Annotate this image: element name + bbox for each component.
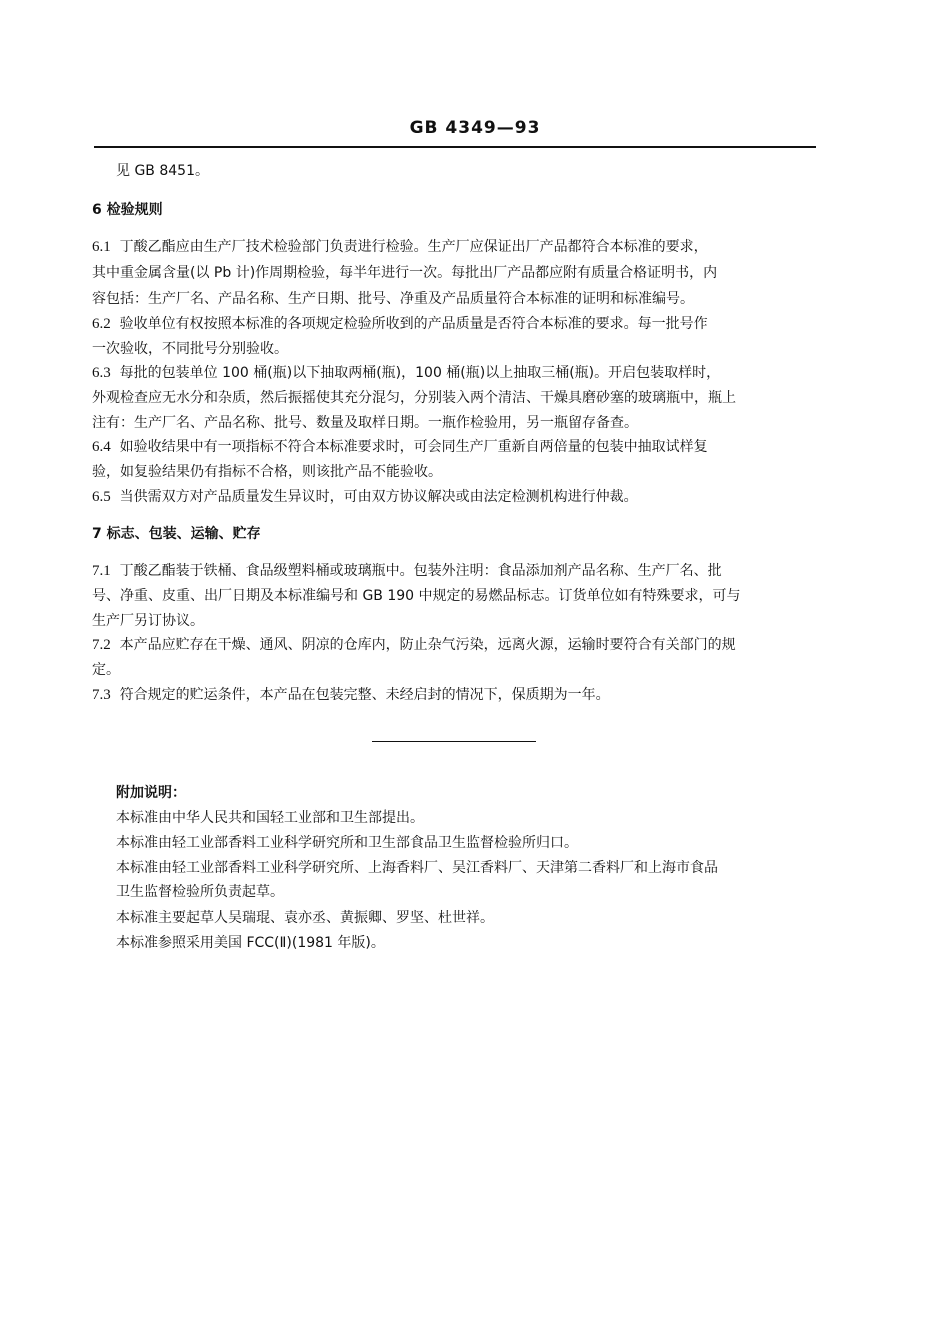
clause-7-2-line-2: 定。 [92, 662, 120, 678]
clause-number: 6.4 [92, 439, 111, 455]
clause-number: 6.2 [92, 316, 111, 332]
clause-6-3-line-2: 外观检查应无水分和杂质，然后振摇使其充分混匀，分别装入两个清洁、干燥具磨砂塞的玻璃瓶中，瓶上 [92, 390, 736, 406]
clause-6-1-line-3: 容包括：生产厂名、产品名称、生产日期、批号、净重及产品质量符合本标准的证明和标准编号。 [92, 291, 694, 307]
appendix-heading: 附加说明： [116, 785, 186, 801]
clause-6-2-line-1: 6.2 验收单位有权按照本标准的各项规定检验所收到的产品质量是否符合本标准的要求。每一批号作 [92, 316, 708, 332]
clause-7-1-line-3: 生产厂另订协议。 [92, 613, 204, 629]
clause-7-2-line-1: 7.2 本产品应贮存在干燥、通风、阴凉的仓库内，防止杂气污染，远离火源，运输时要符合有关部门的规 [92, 637, 736, 653]
intro-line: 见 GB 8451。 [116, 163, 209, 179]
header-rule [94, 146, 816, 148]
appendix-line-6: 本标准参照采用美国 FCC(Ⅱ)(1981 年版)。 [116, 935, 385, 951]
clause-6-4-line-1: 6.4 如验收结果中有一项指标不符合本标准要求时，可会同生产厂重新自两倍量的包装中抽取试样复 [92, 439, 708, 455]
clause-6-2-line-2: 一次验收，不同批号分别验收。 [92, 341, 288, 357]
appendix-line-2: 本标准由轻工业部香料工业科学研究所和卫生部食品卫生监督检验所归口。 [116, 835, 578, 851]
clause-6-4-line-2: 验，如复验结果仍有指标不合格，则该批产品不能验收。 [92, 464, 442, 480]
separator-rule [372, 741, 536, 742]
clause-7-1-line-2: 号、净重、皮重、出厂日期及本标准编号和 GB 190 中规定的易燃品标志。订货单位如有特殊要求，可与 [92, 588, 741, 604]
page-header: GB 4349—93 [409, 118, 541, 138]
clause-number: 6.1 [92, 239, 111, 255]
clause-7-1-line-1: 7.1 丁酸乙酯装于铁桶、食品级塑料桶或玻璃瓶中。包装外注明：食品添加剂产品名称、生产厂名、批 [92, 563, 722, 579]
section-6-heading: 6 检验规则 [92, 202, 163, 218]
clause-6-5-line-1: 6.5 当供需双方对产品质量发生异议时，可由双方协议解决或由法定检测机构进行仲裁。 [92, 489, 638, 505]
clause-7-3-line-1: 7.3 符合规定的贮运条件，本产品在包装完整、未经启封的情况下，保质期为一年。 [92, 687, 610, 703]
clause-number: 6.5 [92, 489, 111, 505]
clause-6-1-line-1: 6.1 丁酸乙酯应由生产厂技术检验部门负责进行检验。生产厂应保证出厂产品都符合本标准的要求， [92, 239, 708, 255]
clause-number: 7.1 [92, 563, 111, 579]
clause-number: 7.2 [92, 637, 111, 653]
clause-number: 7.3 [92, 687, 111, 703]
appendix-line-4: 卫生监督检验所负责起草。 [116, 884, 284, 900]
clause-6-1-line-2: 其中重金属含量(以 Pb 计)作周期检验，每半年进行一次。每批出厂产品都应附有质量合格证明书，内 [92, 265, 718, 281]
appendix-line-3: 本标准由轻工业部香料工业科学研究所、上海香料厂、吴江香料厂、天津第二香料厂和上海市食品 [116, 860, 718, 876]
clause-6-3-line-3: 注有：生产厂名、产品名称、批号、数量及取样日期。一瓶作检验用，另一瓶留存备查。 [92, 415, 638, 431]
section-7-heading: 7 标志、包装、运输、贮存 [92, 526, 261, 542]
appendix-line-1: 本标准由中华人民共和国轻工业部和卫生部提出。 [116, 810, 424, 826]
clause-number: 6.3 [92, 365, 111, 381]
appendix-line-5: 本标准主要起草人吴瑞琨、袁亦丞、黄振卿、罗坚、杜世祥。 [116, 910, 494, 926]
clause-6-3-line-1: 6.3 每批的包装单位 100 桶(瓶)以下抽取两桶(瓶)，100 桶(瓶)以上抽取三桶(瓶)。开启包装取样时， [92, 365, 721, 381]
